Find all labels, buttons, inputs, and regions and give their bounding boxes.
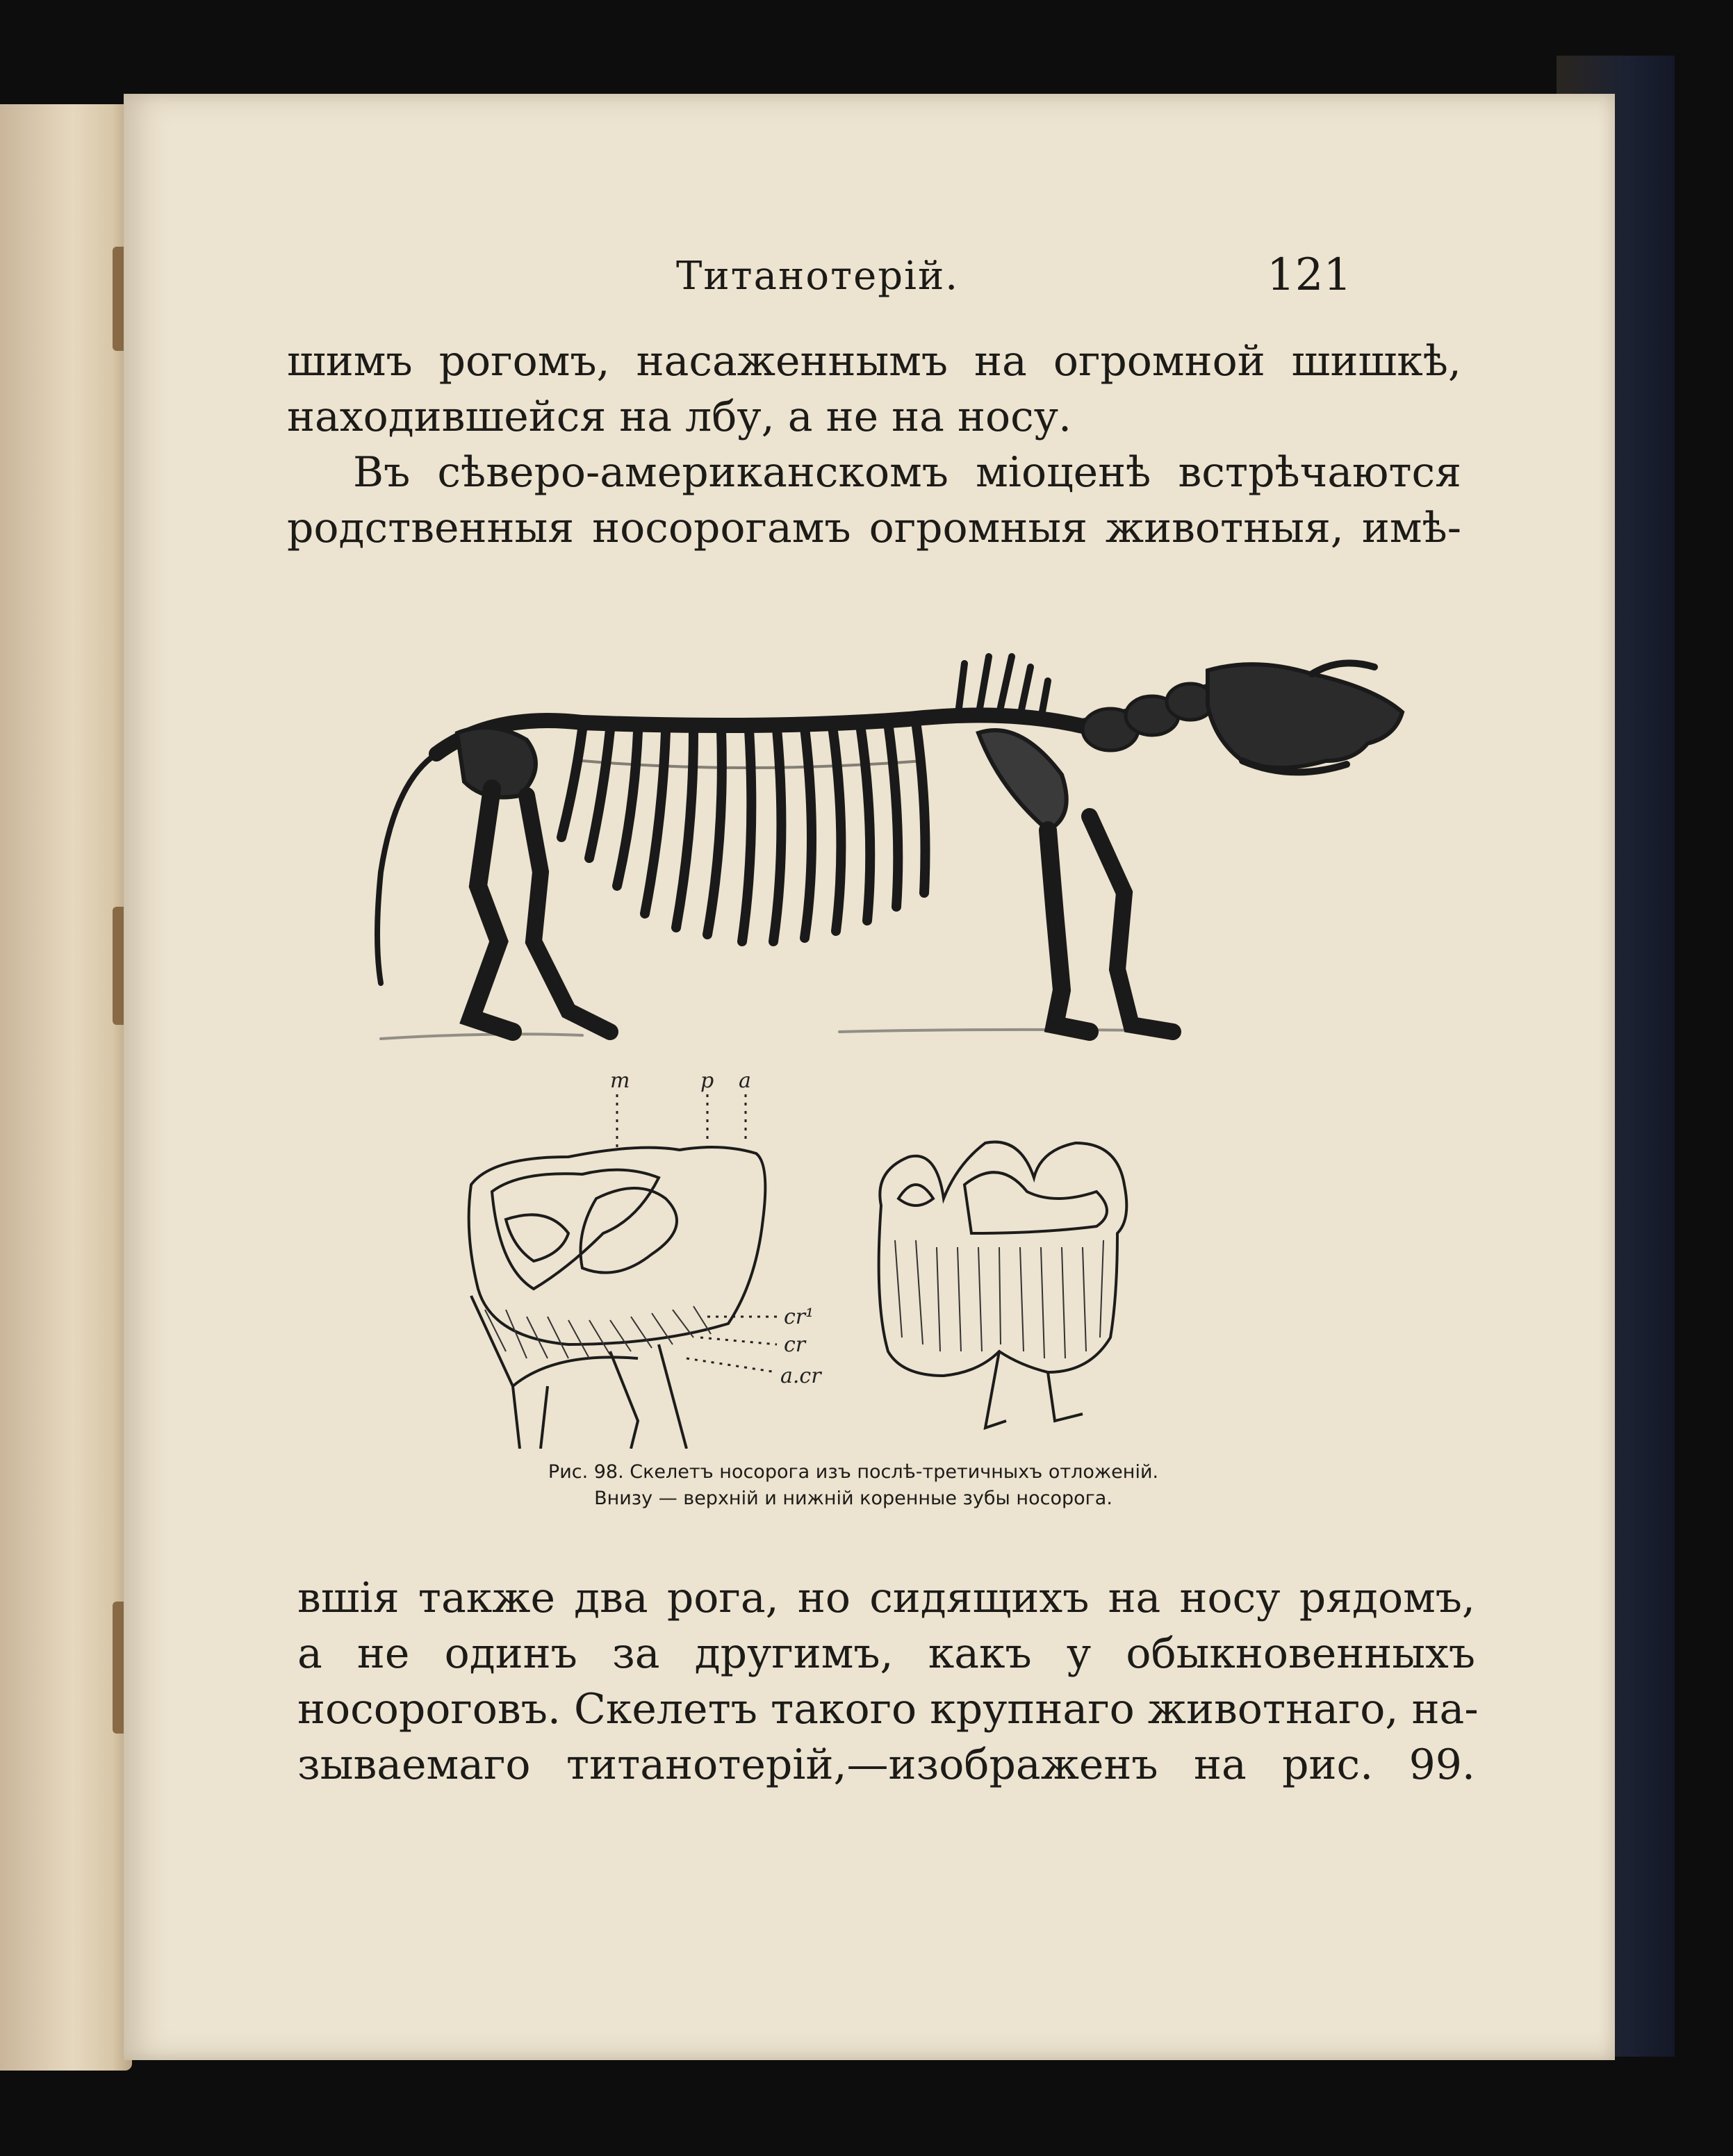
text-line: зываемаго титанотерій,—изображенъ на рис. 99. (297, 1741, 1475, 1789)
text-line: а не одинъ за другимъ, какъ у обыкновенныхъ (297, 1629, 1475, 1678)
label-a: a (739, 1069, 751, 1093)
rhinoceros-skeleton-illustration (353, 552, 1437, 1060)
text-line: находившейся на лбу, а не на носу. (287, 393, 1072, 441)
text-line: вшія также два рога, но сидящихъ на носу рядомъ, (297, 1574, 1475, 1622)
caption-line: Рис. 98. Скелетъ носорога изъ послѣ-третичныхъ отложеній. (548, 1461, 1159, 1483)
book-page (124, 94, 1615, 2060)
text-line: Въ сѣверо-американскомъ міоценѣ встрѣчаются (353, 448, 1461, 497)
label-cr: cr (784, 1333, 806, 1357)
label-m: m (610, 1069, 630, 1093)
label-cr1: cr¹ (784, 1305, 814, 1329)
figure-caption (332, 1459, 1374, 1512)
caption-line: Внизу — верхній и нижній коренные зубы носорога. (594, 1488, 1112, 1509)
text-line: носороговъ. Скелетъ такого крупнаго животнаго, на- (297, 1685, 1479, 1734)
molar-teeth-illustration (429, 1060, 1229, 1449)
page-header (124, 249, 1615, 316)
running-head: Титанотерій. (676, 254, 960, 299)
label-acr: a.cr (780, 1364, 821, 1388)
page-number: 121 (1267, 249, 1352, 301)
paragraph-1 (287, 334, 1461, 445)
left-page-edge (0, 104, 132, 2071)
label-p: p (700, 1069, 714, 1093)
text-line: шимъ рогомъ, насаженнымъ на огромной шишкѣ, (287, 337, 1461, 386)
paragraph-3 (297, 1570, 1479, 1793)
paragraph-2 (287, 445, 1461, 556)
text-line: родственныя носорогамъ огромныя животныя, имѣ- (287, 504, 1461, 552)
